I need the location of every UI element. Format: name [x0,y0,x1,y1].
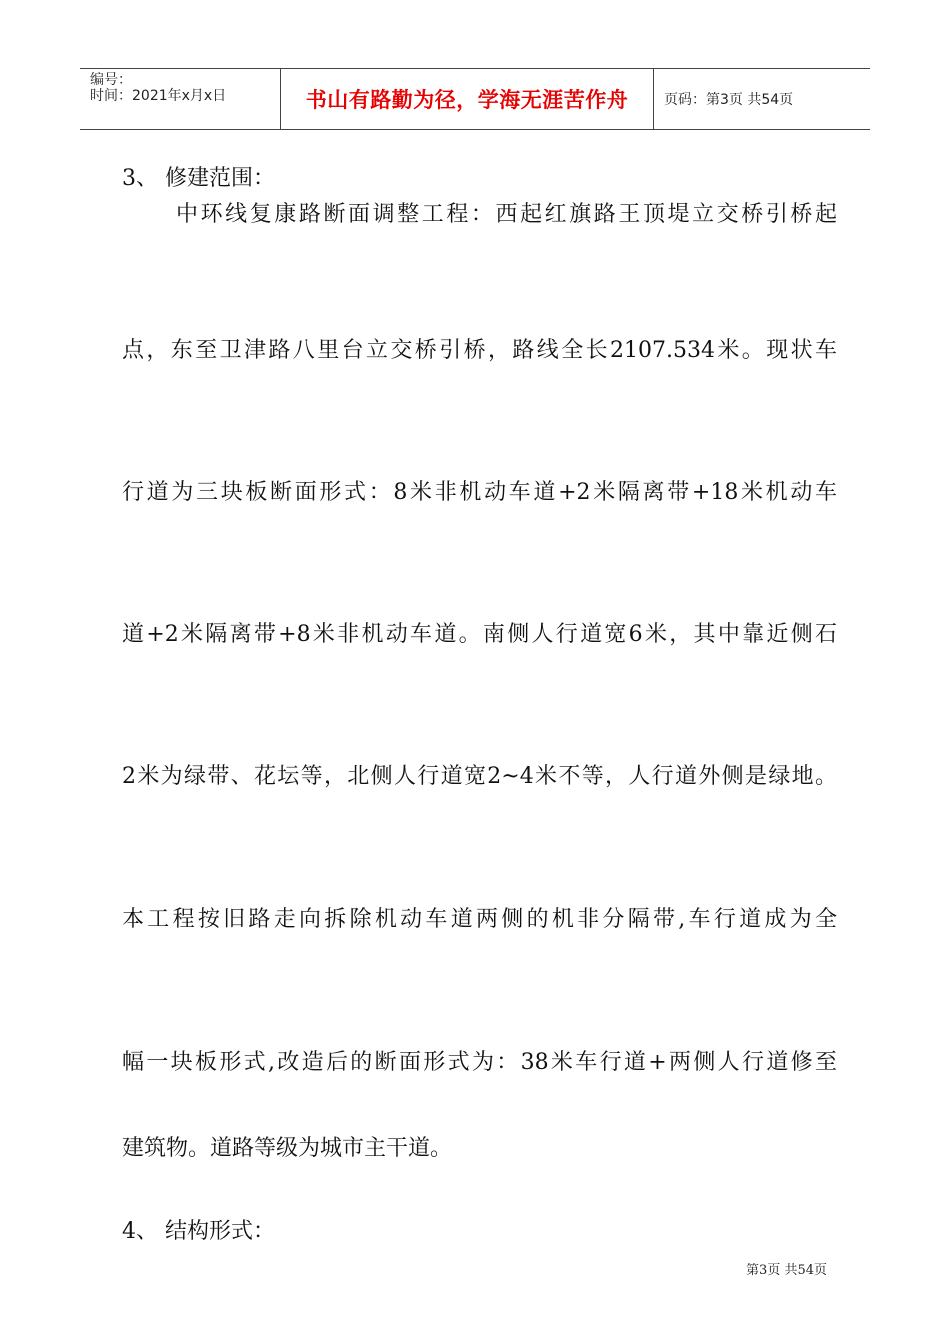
body-line-3: 行道为三块板断面形式：8米非机动车道+2米隔离带+18米机动车 [122,480,837,505]
header-motto-cell [281,69,654,129]
section-heading-3: 3、 修建范围： [122,166,275,191]
page-header [80,68,870,130]
header-page-info: 页码：第3页 共54页 [664,92,794,108]
body-line-7: 幅一块板形式,改造后的断面形式为：38米车行道+两侧人行道修至 [122,1050,837,1075]
body-line-2: 点，东至卫津路八里台立交桥引桥，路线全长2107.534米。现状车 [122,338,837,363]
header-meta [80,69,281,129]
section-heading-4: 4、 结构形式： [122,1219,275,1244]
time-label: 时间：2021年x月x日 [90,88,227,104]
body-line-4: 道+2米隔离带+8米非机动车道。南侧人行道宽6米，其中靠近侧石 [122,622,837,647]
body-line-6: 本工程按旧路走向拆除机动车道两侧的机非分隔带,车行道成为全 [122,907,837,932]
footer-page-number: 第3页 共54页 [746,1263,827,1278]
body-line-8: 建筑物。道路等级为城市主干道。 [122,1136,453,1161]
body-line-5: 2米为绿带、花坛等，北侧人行道宽2~4米不等，人行道外侧是绿地。 [122,764,837,789]
header-page-cell [654,69,870,129]
body-line-1: 中环线复康路断面调整工程：西起红旗路王顶堤立交桥引桥起 [176,202,837,227]
header-motto: 书山有路勤为径，学海无涯苦作舟 [305,88,629,112]
doc-number-label: 编号： [90,72,132,88]
